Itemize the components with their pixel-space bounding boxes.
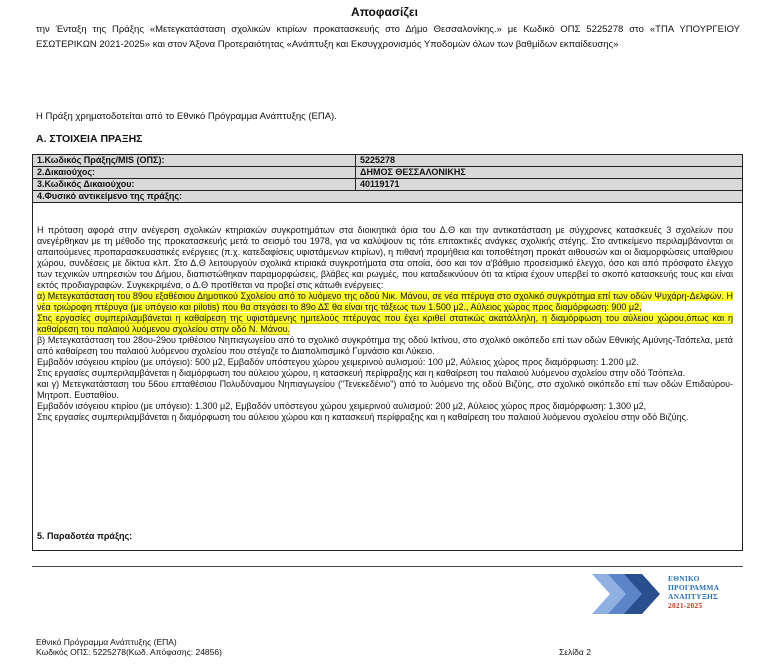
- object-paragraph-c-areas: Εμβαδόν ισόγειου κτιρίου (με υπόγειο): 1.300 μ2, Εμβαδόν υπόστεγου χώρου χειμερινού αυλισμού: 200 μ2, Αύλειος χώρος προς διαμόρφωση: 1.300 μ2,: [37, 401, 647, 411]
- table-row: [33, 155, 743, 167]
- row-label-beneficiary-code: 3.Κωδικός Δικαιούχου:: [33, 179, 356, 191]
- footer-program: Εθνικό Πρόγραμμα Ανάπτυξης (ΕΠΑ): [36, 637, 177, 647]
- object-paragraph-c: και γ) Μετεγκατάσταση του 56ου επταθέσιου Πολυδύναμου Νηπιαγωγείου ("Τενεκεδένιο") από το λυόμενο της οδού Βιζύης, στο σχολικό οικόπεδο επί των οδών Επιδαύρου-Μητροπ. Ευσταθίου.: [37, 379, 733, 400]
- project-info-table: [32, 154, 743, 203]
- table-row: [33, 179, 743, 191]
- page-number: Σελίδα 2: [559, 647, 591, 657]
- page-footer: [36, 637, 222, 657]
- highlighted-text: Στις εργασίες συμπεριλαμβάνεται η καθαίρεση της υφιστάμενης ημιτελούς πτέρυγας που έχει κριθεί στατικώς ακατάλληλη, η διαμόρφωση του αύλειου χώρου,όπως και η καθαίρεση του παλαιού λυόμενου σχολείου στην οδό Ν. Μάνου.: [37, 313, 733, 334]
- table-row: [33, 167, 743, 179]
- row-label-beneficiary: 2.Δικαιούχος:: [33, 167, 356, 179]
- highlighted-text: α) Μετεγκατάσταση του 89ου εξαθέσιου Δημοτικού Σχολείου από το λυόμενο της οδού Νικ. Μάνου, σε νέα πτέρυγα στο σχολικό συγκρότημα επί των οδών Ψυχάρη-Δελφών. Η νέα τριώροφη πτέρυγα (με υπόγειο και pilotis) που θα στεγάσει το 89ο ΔΣ θα είναι της τάξεως των 1.500 μ2., Αύλειος χώρος προς διαμόρφωση: 900 μ2,: [37, 291, 733, 312]
- epa-logo-text: ΕΘΝΙΚΟ ΠΡΟΓΡΑΜΜΑ ΑΝΑΠΤΥΞΗΣ 2021-2025: [668, 574, 720, 610]
- object-paragraph-c-works: Στις εργασίες συμπεριλαμβάνεται η διαμόρφωση του αύλειου χώρου και η κατασκευή περίφραξης και η καθαίρεση του παλαιού λυόμενου σχολείου στην οδό Βιζύης.: [37, 412, 689, 422]
- physical-object-label: 4.Φυσικό αντικείμενο της πράξης:: [33, 191, 743, 203]
- page-divider: [32, 566, 743, 567]
- physical-object-text: [37, 225, 733, 423]
- chevron-arrows-icon: [588, 570, 668, 618]
- footer-code: Κωδικός ΟΠΣ: 5225278(Κωδ. Απόφασης: 24856): [36, 647, 222, 657]
- row-value-beneficiary: ΔΗΜΟΣ ΘΕΣΣΑΛΟΝΙΚΗΣ: [356, 167, 743, 179]
- deliverables-label: 5. Παραδοτέα πράξης:: [37, 531, 133, 541]
- object-paragraph-b: β) Μετεγκατάσταση του 28ου-29ου τριθέσιου Νηπιαγωγείου από το σχολικό συγκρότημα της οδού Ικτίνου, στο σχολικό οικόπεδο επί των οδών Εθνικής Αμύνης-Τσόπελα, μετά από καθαίρεση του παλαιού λυόμενου σχολείου που στέγαζε το Διαπολιτισμικό Γυμνάσιο και Λύκειο.: [37, 335, 733, 356]
- object-paragraph-b-works: Στις εργασίες συμπεριλαμβάνεται η διαμόρφωση του αύλειου χώρου, η κατασκευή περίφραξης και η καθαίρεση του παλαιού λυόμενου σχολείου στην οδό Τσόπελα.: [37, 368, 686, 378]
- object-paragraph-a-works: [37, 313, 733, 335]
- row-value-beneficiary-code: 40119171: [356, 179, 743, 191]
- intro-paragraph: την Ένταξη της Πράξης «Μετεγκατάσταση σχολικών κτιρίων προκατασκευής στο Δήμο Θεσσαλονίκης.» με Κωδικό ΟΠΣ 5225278 στο «ΤΠΑ ΥΠΟΥΡΓΕΙΟΥ ΕΣΩΤΕΡΙΚΩΝ 2021-2025» και στον Άξονα Προτεραιότητας «Ανάπτυξη και Εκσυγχρονισμός Υποδομών όλων των βαθμίδων εκπαίδευσης»: [36, 24, 740, 50]
- section-a-heading: Α. ΣΤΟΙΧΕΙΑ ΠΡΑΞΗΣ: [36, 133, 143, 145]
- document-title: Αποφασίζει: [351, 5, 418, 19]
- object-paragraph-a: [37, 291, 733, 313]
- row-label-mis: 1.Κωδικός Πράξης/MIS (ΟΠΣ):: [33, 155, 356, 167]
- row-value-mis: 5225278: [356, 155, 743, 167]
- physical-object-box: [32, 198, 743, 551]
- object-paragraph-b-areas: Εμβαδόν ισόγειου κτιρίου (με υπόγειο): 500 μ2, Εμβαδόν υπόστεγου χώρου χειμερινού αυλισμού: 100 μ2, Αύλειος χώρος προς διαμόρφωση: 1.200 μ2.: [37, 357, 639, 367]
- object-paragraph-intro: Η πρόταση αφορά στην ανέγερση σχολικών κτηριακών συγκροτημάτων στα διοικητικά όρια του Δ.Θ και την αντικατάσταση με σύγχρονες κατασκευές 3 σχολείων που ανεγέρθηκαν με τη μέθοδο της προκατασκευής μετά το σεισμό του 1978, για να καλύψουν τις τότε επιτακτικές ανάγκες σχολικής στέγης. Στο αντικείμενο περιλαμβάνονται οι απαιτούμενες προπαρασκευαστικές ενέργειες (π.χ. κατεδαφίσεις υφιστάμενων κτιρίων), η πιθανή προμήθεια και τοποθέτηση προκάτ αιθουσών και οι διαμορφώσεις υπαίθριου χώρου, συνδέσεις με δίκτυα κλπ. Στο Δ.Θ λειτουργούν σχολικά κτιριακά συγκροτήματα στα οποία, όσο και τον α'βάθμιο προσεισμικό έλεγχο, όσο και από πρόσφατο έλεγχο των τεχνικών υπηρεσιών του Δήμου, διαπιστώθηκαν παραμορφώσεις, βλάβες και ρωγμές, που καταδεικνύουν ότι τα κτίρια έχουν υπερβεί το σκοπό κατασκευής τους και είναι εκτός προδιαγραφών. Συγκεκριμένα, ο Δ.Θ προτίθεται να προβεί στις κάτωθι ενέργειες:: [37, 225, 733, 290]
- epa-logo: [588, 570, 748, 618]
- funding-statement: Η Πράξη χρηματοδοτείται από το Εθνικό Πρόγραμμα Ανάπτυξης (ΕΠΑ).: [36, 111, 337, 122]
